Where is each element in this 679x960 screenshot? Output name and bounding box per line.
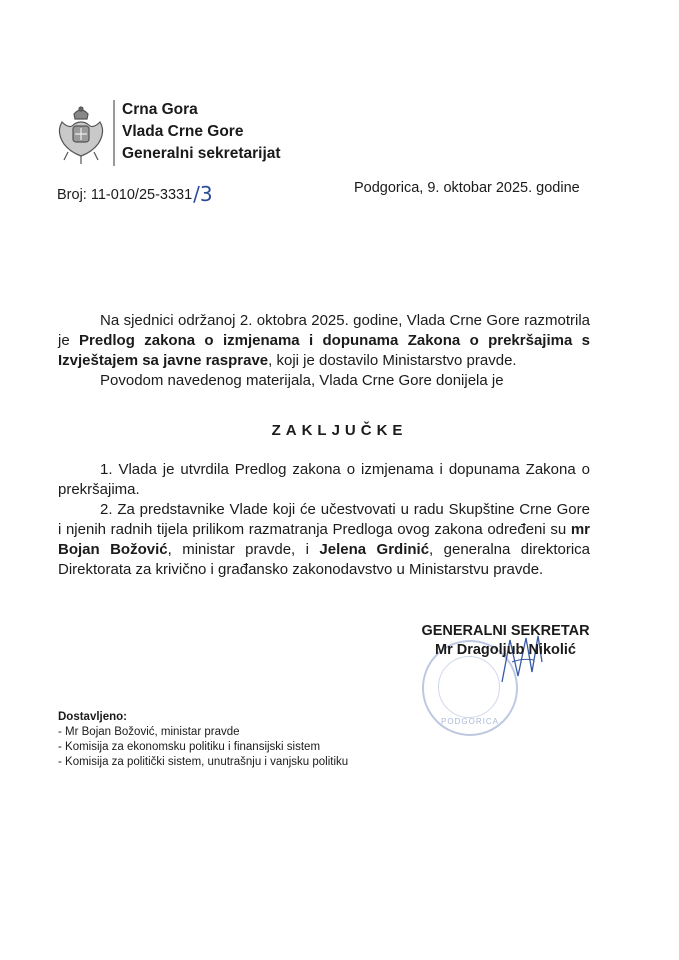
- distribution-list: [58, 710, 348, 770]
- letterhead-country: Crna Gora: [122, 101, 198, 118]
- coat-of-arms-icon: [54, 104, 108, 166]
- representative-name-1: mr Bojan Božović: [58, 521, 590, 558]
- header-divider: [113, 100, 115, 166]
- distribution-title: Dostavljeno:: [58, 711, 128, 723]
- place-date: Podgorica, 9. oktobar 2025. godine: [354, 180, 580, 196]
- letterhead-office: Generalni sekretarijat: [122, 145, 281, 162]
- distribution-item: - Komisija za politički sistem, unutrašnju i vanjsku politiku: [58, 756, 349, 768]
- conclusions-list: [58, 460, 590, 580]
- law-title: Predlog zakona o izmjenama i dopunama Zakona o prekršajima s Izvještajem sa javne rasprave: [58, 332, 590, 369]
- stamp-emblem: [438, 656, 500, 718]
- signatory-name: Mr Dragoljub Nikolić: [435, 642, 576, 658]
- conclusion-2: [58, 500, 590, 580]
- stamp-city: PODGORICA: [441, 717, 499, 726]
- intro-paragraph-1: [58, 311, 590, 371]
- conclusion-text-part: , ministar pravde, i: [167, 541, 320, 558]
- distribution-item: - Mr Bojan Božović, ministar pravde: [58, 726, 240, 738]
- handwritten-suffix: /3: [193, 182, 213, 206]
- conclusion-text-part: 2. Za predstavnike Vlade koji će učestvovati u radu Skupštine Crne Gore i njenih radnih tijela prilikom razmatranja Predloga ovog zakona određeni su: [58, 501, 590, 538]
- intro-paragraph-2: Povodom navedenog materijala, Vlada Crne Gore donijela je: [100, 372, 504, 389]
- conclusion-1: 1. Vlada je utvrdila Predlog zakona o izmjenama i dopunama Zakona o prekršajima.: [58, 461, 590, 498]
- signatory: [408, 622, 603, 660]
- signatory-title: GENERALNI SEKRETAR: [421, 623, 590, 639]
- intro-text-part: Na sjednici održanoj 2. oktobra 2025. godine, Vlada Crne Gore razmotrila je: [58, 312, 590, 349]
- intro-text: [58, 311, 590, 391]
- reference-number: [57, 180, 213, 204]
- letterhead-government: Vlada Crne Gore: [122, 123, 244, 140]
- intro-text-part: , koji je dostavilo Ministarstvo pravde.: [268, 352, 517, 369]
- conclusions-heading: ZAKLJUČKE: [271, 422, 408, 439]
- distribution-item: - Komisija za ekonomsku politiku i finansijski sistem: [58, 741, 321, 753]
- representative-name-2: Jelena Grdinić: [319, 541, 430, 558]
- reference-number-text: Broj: 11-010/25-3331: [57, 187, 193, 203]
- letterhead: [122, 99, 281, 165]
- conclusion-text-part: , generalna direktorica Direktorata za krivično i građansko zakonodavstvo u Ministarstvu pravde.: [58, 541, 590, 578]
